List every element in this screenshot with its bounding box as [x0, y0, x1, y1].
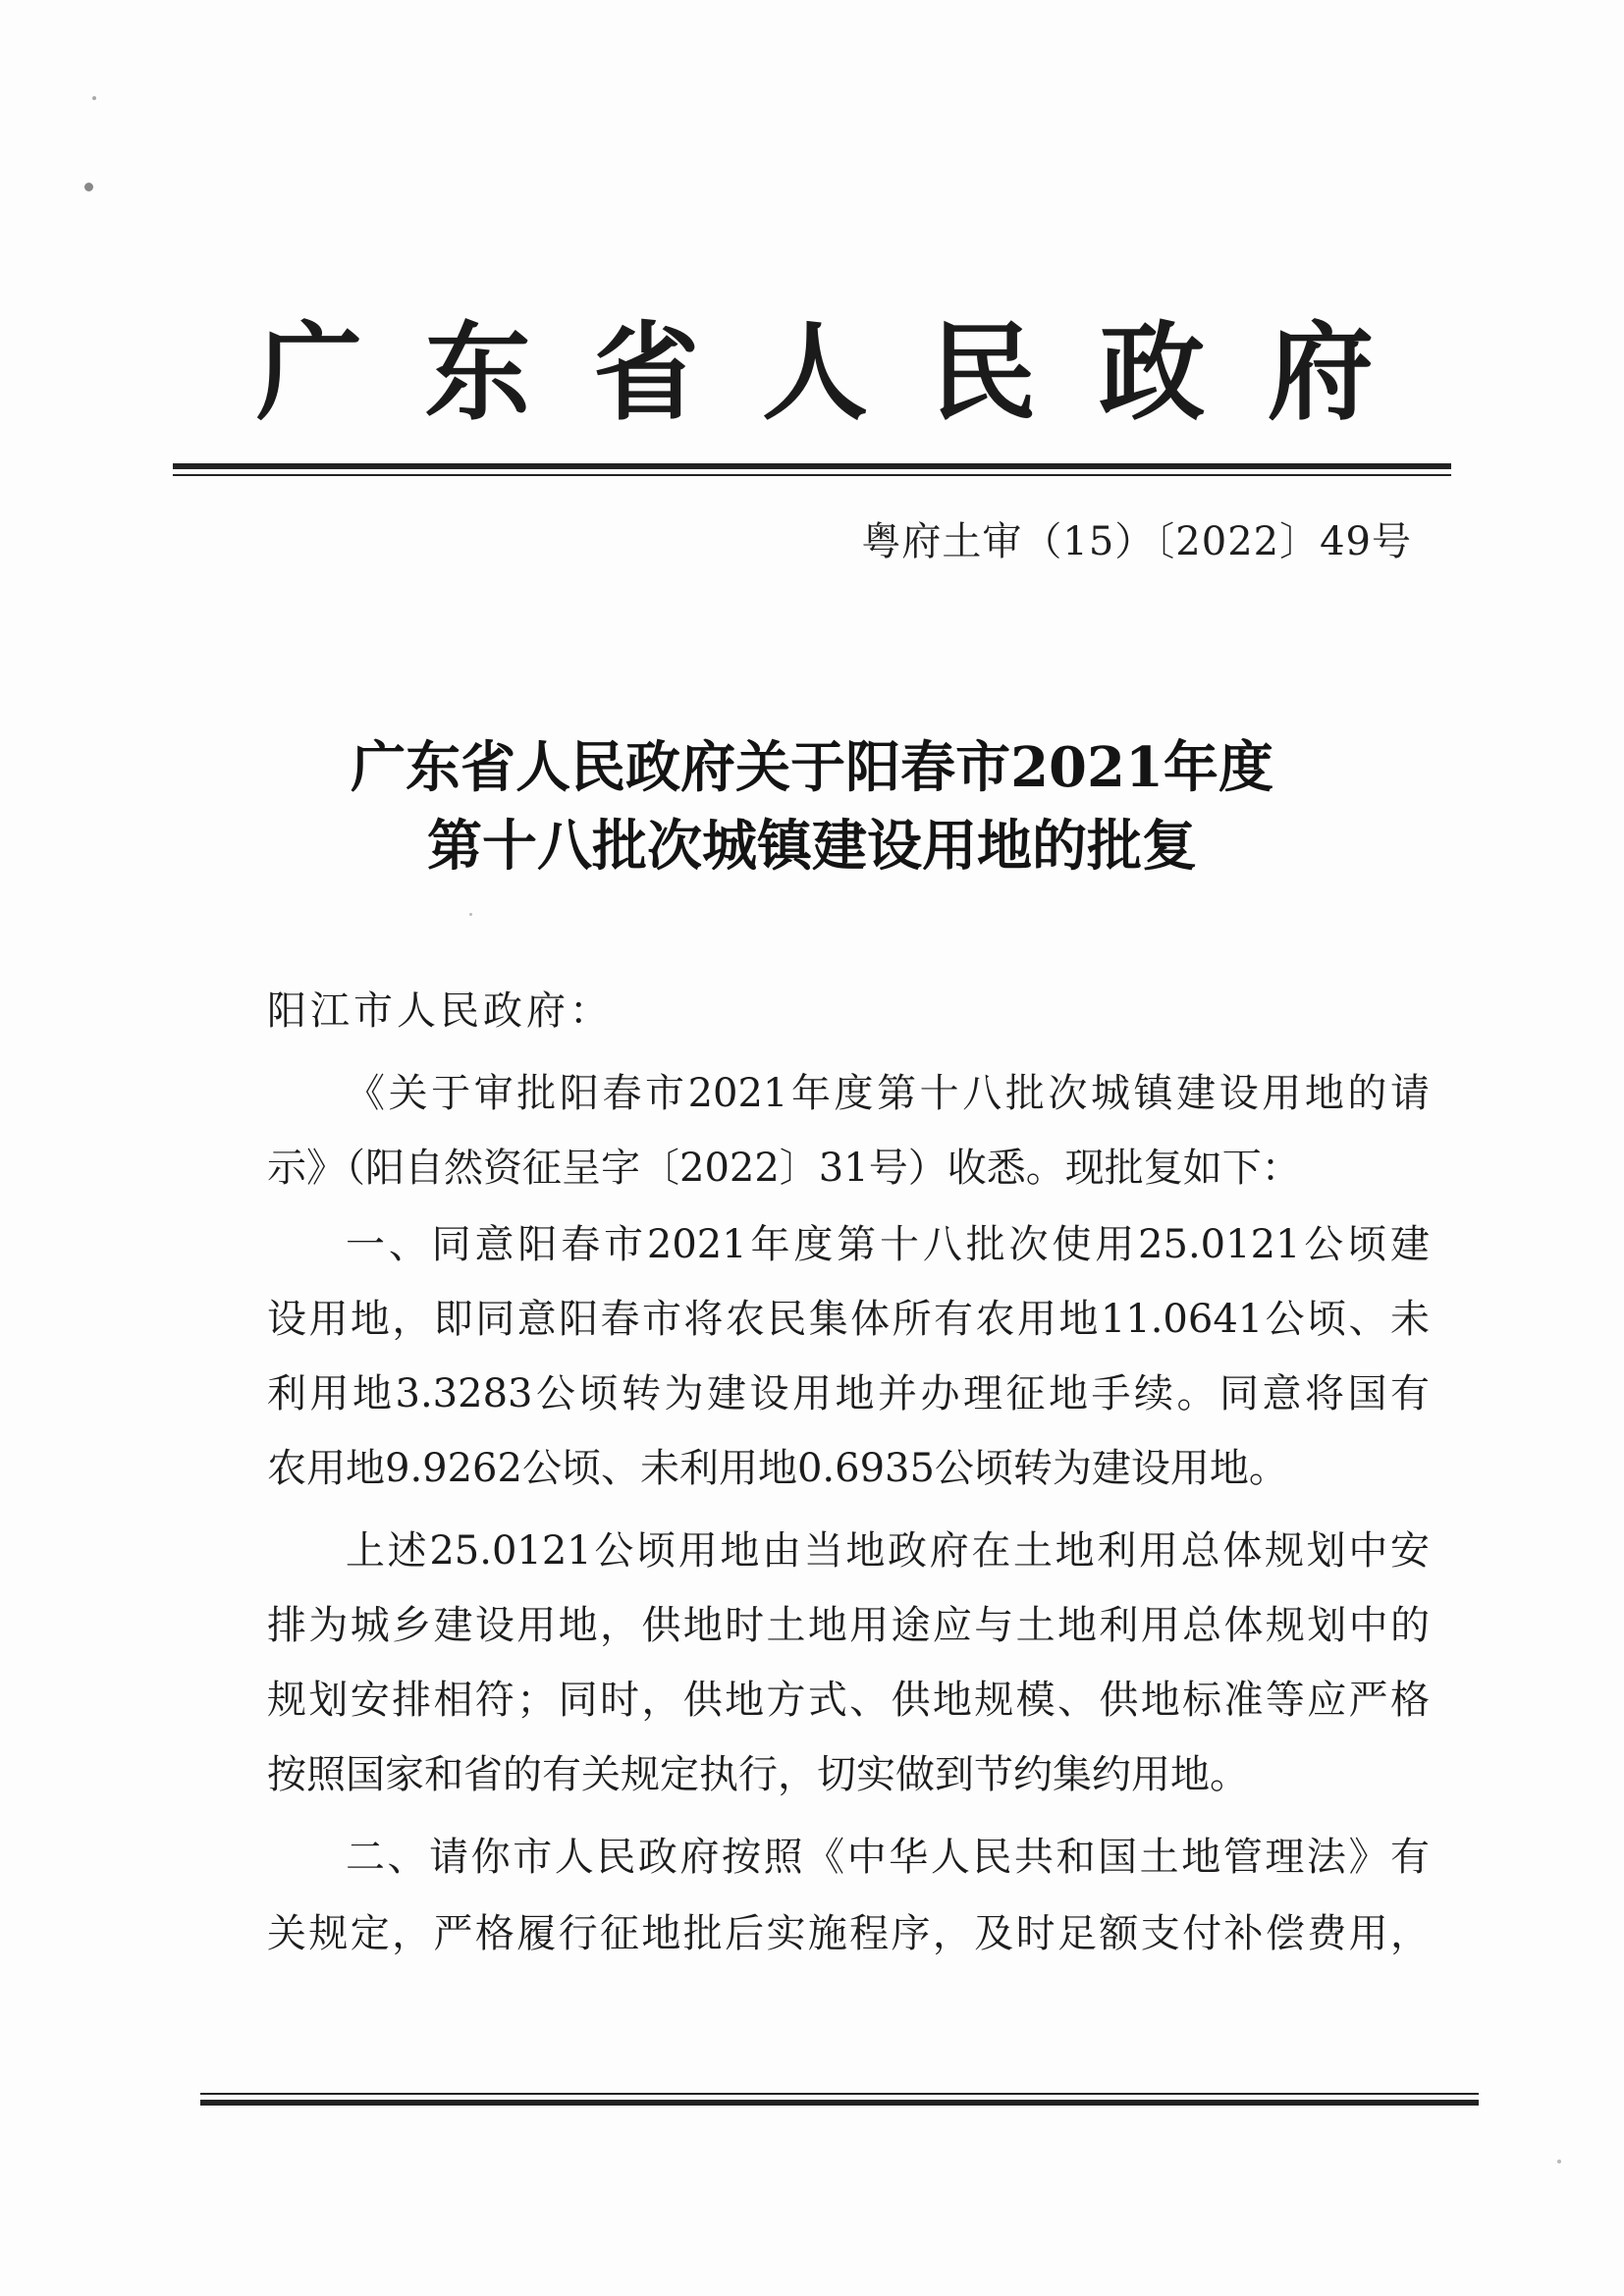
salutation: 阳江市人民政府： [267, 988, 613, 1034]
footer-rule-thin [200, 2093, 1479, 2095]
issuer-char: 政 [1099, 310, 1206, 435]
issuer-char: 府 [1267, 310, 1374, 435]
scan-speck [92, 96, 96, 100]
document-title-line-2: 第十八批次城镇建设用地的批复 [427, 814, 1197, 879]
header-rule-thin [173, 474, 1451, 476]
paragraph-line: 一、同意阳春市2021年度第十八批次使用25.0121公顷建 [346, 1222, 1430, 1267]
paragraph-line: 利用地3.3283公顷转为建设用地并办理征地手续。同意将国有 [267, 1371, 1430, 1416]
paragraph-line: 上述25.0121公顷用地由当地政府在土地利用总体规划中安 [346, 1528, 1430, 1574]
footer-rule-thick [200, 2100, 1479, 2106]
issuer-char: 民 [930, 310, 1037, 435]
paragraph-line: 《关于审批阳春市2021年度第十八批次城镇建设用地的请 [346, 1071, 1430, 1116]
header-rule-thick [173, 463, 1451, 469]
document-title-line-1: 广东省人民政府关于阳春市2021年度 [351, 735, 1273, 800]
scan-speck [1557, 2160, 1561, 2163]
paragraph-line: 二、请你市人民政府按照《中华人民共和国土地管理法》有 [346, 1835, 1430, 1880]
issuer-char: 东 [424, 310, 531, 435]
paragraph-line: 规划安排相符；同时，供地方式、供地规模、供地标准等应严格 [267, 1678, 1430, 1723]
paragraph-line: 设用地，即同意阳春市将农民集体所有农用地11.0641公顷、未 [267, 1297, 1430, 1342]
scan-speck [84, 183, 93, 191]
paragraph-line: 关规定，严格履行征地批后实施程序，及时足额支付补偿费用， [267, 1911, 1430, 1956]
issuer-char: 省 [593, 310, 700, 435]
paragraph-line: 按照国家和省的有关规定执行，切实做到节约集约用地。 [267, 1752, 1249, 1797]
paragraph-line: 排为城乡建设用地，供地时土地用途应与土地利用总体规划中的 [267, 1603, 1430, 1648]
issuer-header [245, 294, 1384, 435]
issuer-char: 广 [255, 310, 362, 435]
scan-speck [469, 913, 472, 916]
document-number: 粤府土审（15）〔2022〕49号 [861, 519, 1412, 564]
paragraph-line: 示》（阳自然资征呈字〔2022〕31号）收悉。现批复如下： [267, 1146, 1301, 1191]
paragraph-line: 农用地9.9262公顷、未利用地0.6935公顷转为建设用地。 [267, 1446, 1288, 1491]
issuer-char: 人 [761, 310, 868, 435]
